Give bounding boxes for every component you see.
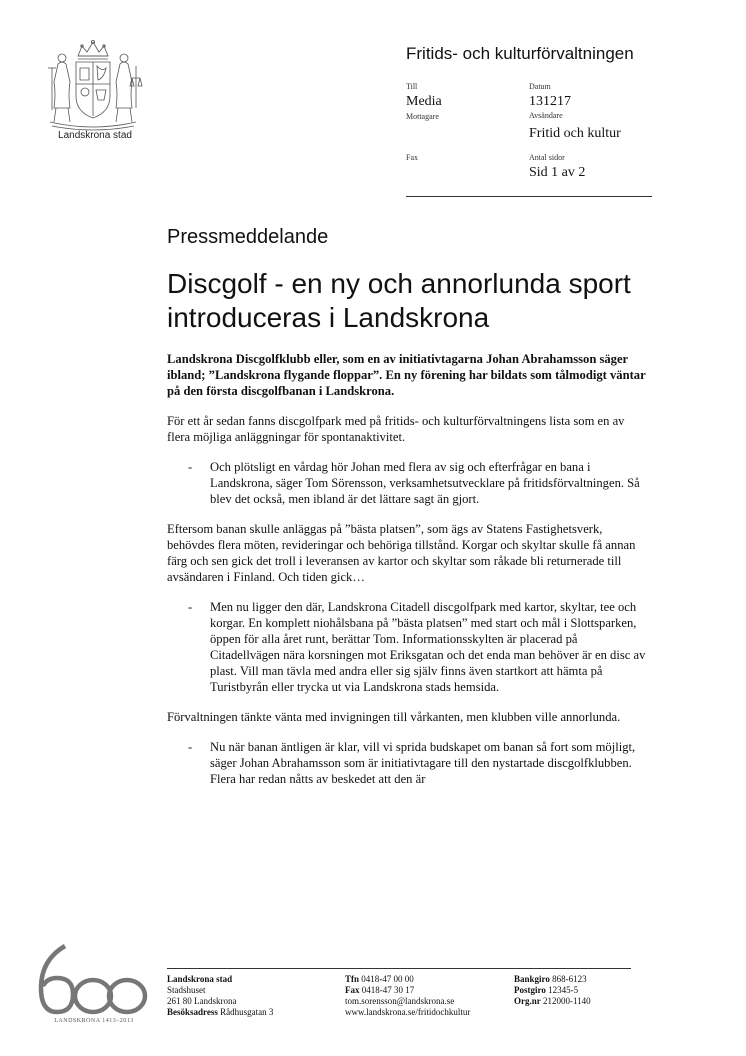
footer-tfn-value: 0418-47 00 00 <box>361 974 414 984</box>
footer-visit-value: Rådhusgatan 3 <box>220 1007 274 1017</box>
quote-1-text: Och plötsligt en vårdag hör Johan med flera av sig och efterfrågar en bana i Landskrona, säger Tom Sörensson, verksamhetsutvecklare på fritidsförvaltningen. Så blev det också, men ibland är det lättare sagt än gjort. <box>210 460 640 506</box>
footer-tfn-label: Tfn <box>345 974 360 984</box>
datum-value: 131217 <box>529 94 571 109</box>
avsandare-label: Avsändare <box>529 111 563 120</box>
quote-2 <box>167 599 647 695</box>
org-label: Landskrona stad <box>58 130 132 141</box>
mottagare-label: Mottagare <box>406 112 439 121</box>
landskrona-crest-logo <box>40 38 146 134</box>
footer-address-line-2: Stadshuset <box>167 985 206 995</box>
document-body <box>167 351 647 801</box>
footer-contact <box>345 974 470 1018</box>
footer-visit-label: Besöksadress <box>167 1007 218 1017</box>
anniversary-600-logo <box>35 940 150 1020</box>
footer-fax-label: Fax <box>345 985 360 995</box>
footer-payment <box>514 974 591 1007</box>
footer-fax-value: 0418-47 30 17 <box>361 985 415 995</box>
quote-3 <box>167 739 647 787</box>
paragraph-1: För ett år sedan fanns discgolfpark med på fritids- och kulturförvaltningens lista som en av flera möjliga anläggningar för spontanaktivitet. <box>167 414 625 444</box>
footer-address-line-3: 261 80 Landskrona <box>167 996 237 1006</box>
anniversary-caption: LANDSKRONA 1413–2013 <box>54 1018 134 1024</box>
fax-label: Fax <box>406 153 418 162</box>
footer-postgiro-value: 12345-5 <box>548 985 579 995</box>
paragraph-3: Förvaltningen tänkte vänta med invigningen till vårkanten, men klubben ville annorlunda. <box>167 710 621 724</box>
till-label: Till <box>406 82 418 91</box>
antal-sidor-value: Sid 1 av 2 <box>529 165 586 180</box>
footer-orgnr-label: Org.nr <box>514 996 541 1006</box>
footer-org-name: Landskrona stad <box>167 974 233 984</box>
footer-bankgiro-label: Bankgiro <box>514 974 550 984</box>
quote-dash: - <box>188 600 193 614</box>
footer-address <box>167 974 273 1018</box>
lead-paragraph: Landskrona Discgolfklubb eller, som en av initiativtagarna Johan Abrahamsson säger ibland; ”Landskrona flygande floppar”. En ny förening har bildats som tålmodigt väntar på den första discgolfbanan i Landskrona. <box>167 352 646 398</box>
document-kicker: Pressmeddelande <box>167 226 329 248</box>
quote-3-text: Nu när banan äntligen är klar, vill vi sprida budskapet om banan så fort som möjligt, säger Johan Abrahamsson som är initiativtagare till den nystartade discgolfklubben. Flera har redan nåtts av beskedet att den är <box>210 740 636 786</box>
quote-2-text: Men nu ligger den där, Landskrona Citadell discgolfpark med kartor, skyltar, tee och korgar. En komplett niohålsbana på ”bästa platsen” med start och mål i Slottsparken, öppen för alla året runt, berättar Tom. Informationsskylten är placerad på Citadellvägen nära korsningen mot Eriksgatan och det enda man behöver är en disc av plast. Vill man tävla med andra eller sig själv finns även startkort att hämta på Turistbyrån eller trycka ut via Landskrona stads hemsida. <box>210 600 646 694</box>
department-name: Fritids- och kulturförvaltningen <box>406 44 634 63</box>
footer-orgnr-value: 212000-1140 <box>543 996 591 1006</box>
footer-bankgiro-value: 868-6123 <box>552 974 587 984</box>
footer-website[interactable]: www.landskrona.se/fritidochkultur <box>345 1007 471 1017</box>
footer-postgiro-label: Postgiro <box>514 985 546 995</box>
antal-sidor-label: Antal sidor <box>529 153 565 162</box>
footer-divider <box>167 968 631 969</box>
header-divider <box>406 196 652 197</box>
avsandare-value: Fritid och kultur <box>529 126 621 141</box>
till-value: Media <box>406 94 442 109</box>
quote-dash: - <box>188 740 193 754</box>
document-title: Discgolf - en ny och annorlunda sport introduceras i Landskrona <box>167 268 631 333</box>
datum-label: Datum <box>529 82 551 91</box>
footer-email[interactable]: tom.sorensson@landskrona.se <box>345 996 455 1006</box>
quote-dash: - <box>188 460 193 474</box>
paragraph-2: Eftersom banan skulle anläggas på ”bästa platsen”, som ägs av Statens Fastighetsverk, behövdes flera möten, revideringar och behöriga tillstånd. Korgar och skyltar skulle få annan färg och sen gick det troll i leveransen av kartor och skyltar som råkade bli returnerade till avsändaren i Finland. Och tiden gick… <box>167 522 636 584</box>
quote-1 <box>167 459 647 507</box>
